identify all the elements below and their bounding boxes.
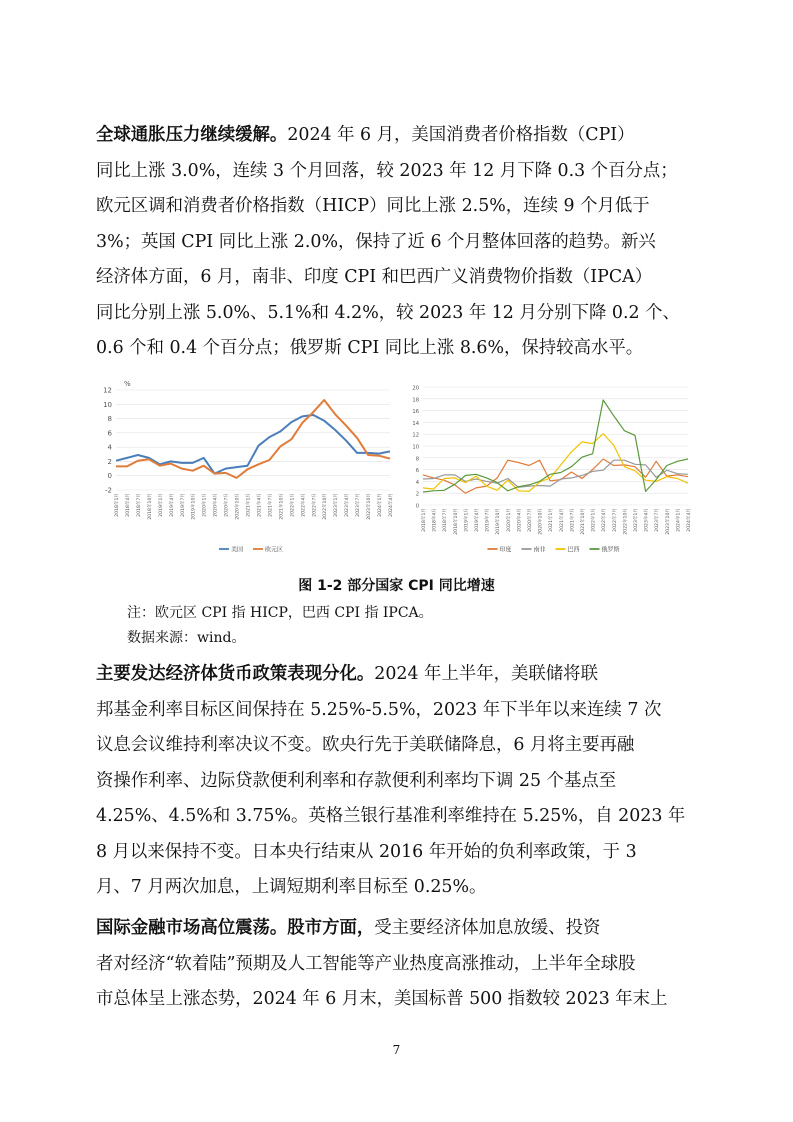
x-tick-label: 2024年1月 — [378, 493, 384, 517]
x-tick-label: 2023年1月 — [334, 493, 340, 517]
x-tick-label: 2023年7月 — [356, 493, 362, 517]
paragraph-line: 同比分别上涨 5.0%、5.1%和 4.2%，较 2023 年 12 月分别下降 0.2 个、 — [96, 302, 680, 323]
paragraph-line: 经济体方面，6 月，南非、印度 CPI 和巴西广义消费物价指数（IPCA） — [96, 267, 653, 287]
x-tick-label: 2021年10月 — [279, 493, 285, 520]
x-tick-label: 2021年4月 — [257, 493, 263, 517]
x-tick-label: 2020年7月 — [528, 508, 533, 532]
paragraph-lead: 全球通胀压力继续缓解。 — [96, 125, 288, 145]
x-tick-label: 2024年4月 — [687, 508, 692, 532]
x-tick-label: 2021年4月 — [559, 508, 565, 532]
paragraph-line: 市总体呈上涨态势，2024 年 6 月末，美国标普 500 指数较 2023 年末上 — [96, 989, 668, 1009]
y-tick-label: 10 — [412, 444, 419, 451]
x-tick-label: 2022年10月 — [323, 493, 329, 520]
x-tick-label: 2022年1月 — [591, 508, 597, 532]
cpi-chart-emerging-svg — [405, 378, 705, 563]
cpi-chart-emerging — [405, 378, 705, 563]
paragraph-text: 受主要经济体加息放缓、投资 — [374, 918, 601, 938]
x-tick-label: 2019年4月 — [169, 493, 175, 517]
x-tick-label: 2022年1月 — [290, 493, 296, 517]
paragraph-text: 2024 年上半年，美联储将联 — [374, 664, 598, 684]
paragraph-line — [96, 657, 698, 693]
x-tick-label: 2019年10月 — [496, 508, 502, 535]
y-axis-label: % — [124, 380, 131, 388]
y-tick-label: 8 — [415, 456, 419, 463]
x-tick-label: 2022年7月 — [612, 508, 618, 532]
figure-source: 数据来源：wind。 — [127, 630, 246, 646]
y-tick-label: 4 — [415, 479, 419, 486]
x-tick-label: 2023年4月 — [345, 493, 351, 517]
x-tick-label: 2019年1月 — [464, 508, 470, 532]
y-tick-label: 2 — [415, 491, 419, 498]
paragraph-inflation — [96, 118, 698, 367]
y-tick-label: 4 — [107, 443, 112, 452]
legend-label: 南非 — [533, 546, 546, 554]
x-tick-label: 2024年1月 — [676, 508, 682, 532]
x-tick-label: 2021年7月 — [570, 508, 576, 532]
y-tick-label: 0 — [107, 472, 112, 481]
paragraph-line — [96, 118, 698, 154]
x-tick-label: 2018年1月 — [422, 508, 427, 532]
y-tick-label: -2 — [105, 486, 112, 495]
paragraph-line: 0.6 个和 0.4 个百分点；俄罗斯 CPI 同比上涨 8.6%，保持较高水平。 — [96, 338, 644, 358]
figure-caption: 图 1-2 部分国家 CPI 同比增速 — [298, 578, 495, 594]
x-tick-label: 2023年7月 — [655, 508, 661, 532]
x-tick-label: 2023年10月 — [665, 508, 671, 535]
x-tick-label: 2018年4月 — [125, 493, 131, 517]
x-tick-label: 2021年10月 — [581, 508, 586, 535]
paragraph-text: 2024 年 6 月，美国消费者价格指数（CPI） — [287, 125, 635, 145]
x-tick-label: 2019年1月 — [158, 493, 164, 517]
paragraph-lead: 主要发达经济体货币政策表现分化。 — [96, 664, 375, 684]
x-tick-label: 2022年7月 — [312, 493, 318, 517]
x-tick-label: 2020年4月 — [517, 508, 523, 532]
x-tick-label: 2022年4月 — [301, 493, 307, 517]
paragraph-monetary-policy — [96, 657, 698, 906]
y-tick-label: 12 — [412, 432, 419, 439]
paragraph-line — [96, 911, 698, 947]
x-tick-label: 2022年10月 — [623, 508, 629, 535]
y-tick-label: 20 — [412, 385, 419, 392]
paragraph-line: 同比上涨 3.0%，连续 3 个月回落，较 2023 年 12 月下降 0.3 个百分点； — [96, 160, 678, 181]
x-tick-label: 2022年4月 — [602, 508, 608, 532]
x-tick-label: 2018年7月 — [443, 508, 449, 532]
y-tick-label: 12 — [103, 386, 112, 395]
y-tick-label: 2 — [107, 457, 112, 466]
y-tick-label: 18 — [412, 397, 419, 404]
cpi-chart-us-eurozone — [92, 378, 395, 563]
paragraph-line: 4.25%、4.5%和 3.75%。英格兰银行基准利率维持在 5.25%，自 2023 年 — [96, 806, 686, 826]
x-tick-label: 2018年1月 — [115, 493, 120, 517]
cpi-chart-us-eurozone-svg — [92, 378, 395, 563]
x-tick-label: 2020年1月 — [506, 508, 512, 532]
x-tick-label: 2024年4月 — [389, 493, 394, 517]
x-tick-label: 2021年7月 — [268, 493, 274, 517]
x-tick-label: 2019年7月 — [485, 508, 491, 532]
y-tick-label: 6 — [415, 468, 419, 475]
paragraph-lead: 国际金融市场高位震荡。股市方面， — [96, 918, 375, 938]
paragraph-financial-markets — [96, 911, 698, 1018]
x-tick-label: 2021年1月 — [549, 508, 555, 532]
page-number: 7 — [392, 1043, 401, 1057]
x-tick-label: 2019年10月 — [191, 493, 197, 520]
y-tick-label: 14 — [412, 420, 419, 427]
y-tick-label: 8 — [107, 415, 112, 424]
y-tick-label: 10 — [103, 400, 112, 409]
figure-note: 注：欧元区 CPI 指 HICP，巴西 CPI 指 IPCA。 — [127, 605, 433, 621]
paragraph-line: 月、7 月两次加息，上调短期利率目标至 0.25%。 — [96, 877, 487, 897]
legend-label: 美国 — [231, 546, 244, 554]
x-tick-label: 2023年1月 — [634, 508, 639, 532]
x-tick-label: 2020年10月 — [235, 493, 241, 520]
paragraph-line: 议息会议维持利率决议不变。欧央行先于美联储降息，6 月将主要再融 — [96, 735, 635, 755]
x-tick-label: 2023年4月 — [644, 508, 650, 532]
paragraph-line: 3%；英国 CPI 同比上涨 2.0%，保持了近 6 个月整体回落的趋势。新兴 — [96, 231, 656, 252]
series-line — [116, 400, 390, 478]
x-tick-label: 2020年1月 — [202, 493, 208, 517]
paragraph-line: 者对经济“软着陆”预期及人工智能等产业热度高涨推动，上半年全球股 — [96, 953, 636, 974]
x-tick-label: 2018年4月 — [432, 508, 438, 532]
x-tick-label: 2021年1月 — [246, 493, 252, 517]
x-tick-label: 2018年7月 — [136, 493, 142, 517]
legend-label: 俄罗斯 — [601, 546, 620, 554]
legend-label: 欧元区 — [265, 546, 284, 554]
paragraph-line: 资操作利率、边际贷款便利利率和存款便利利率均下调 25 个基点至 — [96, 770, 617, 791]
y-tick-label: 6 — [107, 429, 112, 438]
y-tick-label: 16 — [412, 409, 419, 416]
x-tick-label: 2019年7月 — [180, 493, 186, 517]
paragraph-line: 邦基金利率目标区间保持在 5.25%-5.5%，2023 年下半年以来连续 7 次 — [96, 699, 662, 720]
x-tick-label: 2019年4月 — [475, 508, 480, 532]
x-tick-label: 2018年10月 — [147, 493, 153, 520]
paragraph-line: 欧元区调和消费者价格指数（HICP）同比上涨 2.5%，连续 9 个月低于 — [96, 196, 650, 216]
legend-label: 印度 — [499, 546, 512, 554]
x-tick-label: 2018年10月 — [453, 508, 459, 535]
x-tick-label: 2020年10月 — [538, 508, 544, 535]
x-tick-label: 2020年7月 — [224, 493, 230, 517]
y-tick-label: 0 — [415, 503, 419, 510]
x-tick-label: 2023年10月 — [367, 493, 373, 520]
paragraph-line: 8 月以来保持不变。日本央行结束从 2016 年开始的负利率政策，于 3 — [96, 841, 637, 862]
x-tick-label: 2020年4月 — [213, 493, 219, 517]
legend-label: 巴西 — [567, 546, 580, 554]
